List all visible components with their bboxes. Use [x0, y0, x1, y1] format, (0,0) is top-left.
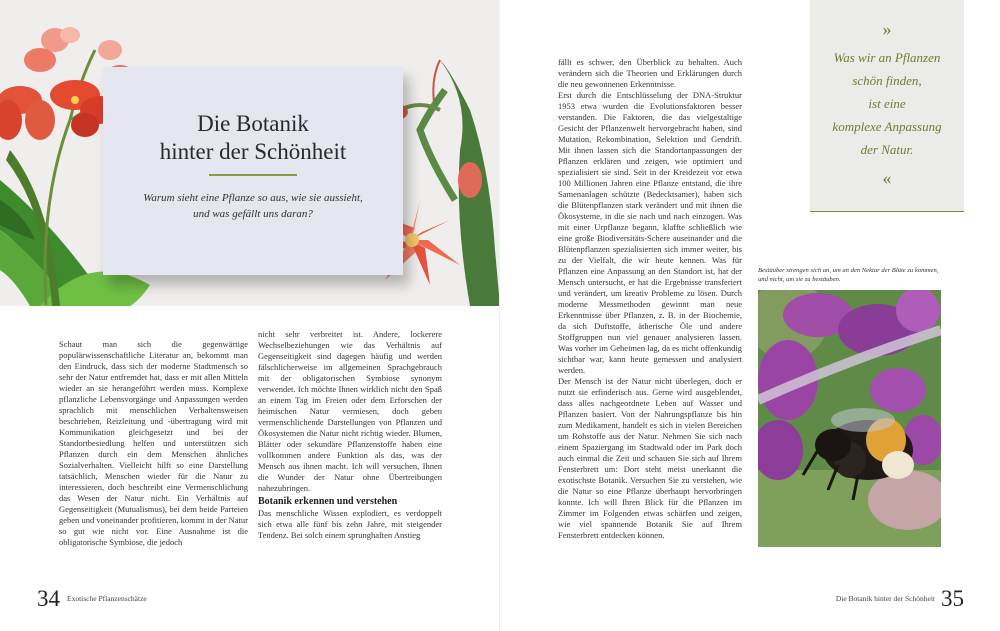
- section-heading: Botanik erkennen und verstehen: [258, 496, 398, 507]
- bumblebee-photo: [758, 290, 941, 547]
- hero-illustration: [0, 0, 500, 306]
- page-title: [103, 110, 403, 166]
- paragraph: Schaut man sich die gegenwärtige populärwissenschaftliche Literatur an, bekommt man den Eindruck, dass sich der moderne Stadtmensch so sehr der Natur entfremdet hat, dass er mit allen Mitteln wieder an sie herangeführt werden muss. Komplexe pflanzliche Lebensvorgänge und Anpassungen werden sprachlich mit menschlichen Verhaltensweisen beschrieben, Reizleitung und -übertragung wird mit Kommunikation gleichgesetzt und bei der Standortbesiedlung helfen und unterstützen sich Pflanzen durch ein dem Menschen ähnliches Sozialverhalten. Vielleicht hilft so eine Darstellung tatsächlich, Menschen wieder für die Natur zu interessieren, doch beschreibt eine Vermenschlichung das Wesen der Natur nicht. Ein Verhältnis auf Gegenseitigkeit (Mutualismus), bei dem beide Parteien geben und voneinander profitieren, kommt in der Natur so gut wie nicht vor. Eine Ausnahme ist die obligatorische Symbiose, die jedoch: [59, 339, 248, 547]
- title-divider: [209, 174, 297, 176]
- quote-line-2: schön finden,: [852, 73, 922, 88]
- page-number-left: 34: [37, 586, 60, 611]
- photo-caption: Bestäuber strengen sich an, um an den Nektar der Blüte zu kommen, und nicht, um sie zu bestäuben.: [758, 267, 939, 283]
- body-column-1: [59, 339, 248, 548]
- subtitle-line-2: und was gefällt uns daran?: [193, 208, 313, 220]
- body-column-3: [558, 57, 742, 541]
- paragraph: Erst durch die Entschlüsselung der DNA-Struktur 1953 etwa wurden die Evolutionsfaktoren besser verstanden. Die Faktoren, die das vielgestaltige Gesicht der Pflanzenwelt hervorgebracht haben, sind Mutation, Rekombination, Selektion und Gendrift. Mit ihnen lassen sich die Standortanpassungen der Pflanzen erklären und zeigen, wie optimiert und spezialisiert sie sind. Seit in der Kreidezeit vor etwa 100 Millionen Jahren eine Pflanze entstand, die ihre Samenanlagen schützte (Bedecktsamer), haben sich die Blütenpflanzen stark verändert und mit ihnen die Ökosysteme, in die sie nach und nach einzogen. Was mit einer Urpflanze begann, klaffte schließlich wie eine große Biodiversitäts-Schere auseinander und die Blütenpflanzen spezialisierten sich immer weiter, bis zu der Vielfalt, die wir heute kennen. Was für Pflanzen eine Anpassung an den Standort ist, hat der Mensch untersucht, er hat die Ergebnisse transferiert und verändert, um kreativ Probleme zu lösen. Durch moderne Messmethoden gewinnt man neue Erkenntnisse über Pflanzen, z. B. in der Biochemie, da sich Duftstoffe, ätherische Öle und andere Stoffgruppen nun viel genauer analysieren lassen. Was vorher im Geheimen lag, da es nicht offenkundig sichtbar war, kann heute gemessen und analysiert werden.: [558, 90, 742, 375]
- subtitle-line-1: Warum sieht eine Pflanze so aus, wie sie aussieht,: [143, 192, 363, 204]
- paragraph: Der Mensch ist der Natur nicht überlegen, doch er nutzt sie erfinderisch aus. Gerne wird ausgeblendet, dass alles nachgeordnete Leben auf Wasser und Pflanzen basiert. Von der Nahrungspflanze bis hin zum Medikament, handelt es sich in vielen Bereichen um Rohstoffe aus der Natur. Nehmen Sie sich nach einem Spaziergang im Stadtwald oder im Park doch auch einmal die Zeit und schauen Sie sich auf Ihrem Fensterbrett um: Dort steht meist unerkannt die exotischste Botanik. Versuchen Sie zu verstehen, wie die Natur so eine Pflanze überhaupt hervorbringen konnte. Ich will Ihren Blick für die Pflanzen im Zimmer im Folgenden etwas schärfen und zeigen, wie viel spannende Botanik Sie auf Ihrem Fensterbrett entdecken können.: [558, 376, 742, 540]
- quote-line-4: komplexe Anpassung: [832, 119, 942, 134]
- running-head-left: Exotische Pflanzenschätze: [67, 594, 147, 603]
- title-line-2: hinter der Schönheit: [159, 139, 347, 164]
- quote-line-1: Was wir an Pflanzen: [833, 50, 941, 65]
- title-card: [103, 67, 403, 275]
- title-line-1: Die Botanik: [197, 111, 309, 136]
- quote-close-mark: «: [882, 168, 892, 188]
- subtitle: [103, 190, 403, 222]
- quote-text: [810, 46, 964, 161]
- pull-quote: [810, 0, 964, 212]
- quote-line-3: ist eine: [868, 96, 906, 111]
- running-head-right: Die Botanik hinter der Schönheit: [835, 594, 935, 603]
- paragraph: Das menschliche Wissen explodiert, es verdoppelt sich etwa alle fünf bis zehn Jahre, mit steigender Tendenz. Bei solch einem sprunghaften Anstieg: [258, 508, 442, 540]
- bumblebee-image: [758, 290, 941, 547]
- paragraph: nicht sehr verbreitet ist. Andere, lockerere Wechselbeziehungen wie das Verhältnis auf Gegenseitigkeit sind dagegen häufig und werden fälschlicherweise im allgemeinen Sprachgebrauch mit der obligatorischen Symbiose synonym verwendet. Ich möchte Ihnen wirklich nicht den Spaß an einem Tag im Freien oder dem Erforschen der heimischen Natur vermiesen, doch geben vermenschlichende Darstellungen von Pflanzen und Ökosystemen die Natur nicht richtig wieder. Blumen, Blätter oder sekundäre Pflanzenstoffe haben eine vollkommen andere Funktion als das, was der Mensch aus ihnen macht. Ich will versuchen, Ihnen die Wunder der Natur ohne Übertreibungen nahezubringen.: [258, 329, 442, 493]
- quote-line-5: der Natur.: [860, 142, 914, 157]
- page-number-right: 35: [941, 586, 964, 611]
- body-column-2: [258, 329, 442, 541]
- paragraph: fällt es schwer, den Überblick zu behalten. Auch verändern sich die Theorien und Erklärungen durch die neu gewonnenen Erkenntnisse.: [558, 57, 742, 89]
- quote-open-mark: »: [882, 19, 892, 39]
